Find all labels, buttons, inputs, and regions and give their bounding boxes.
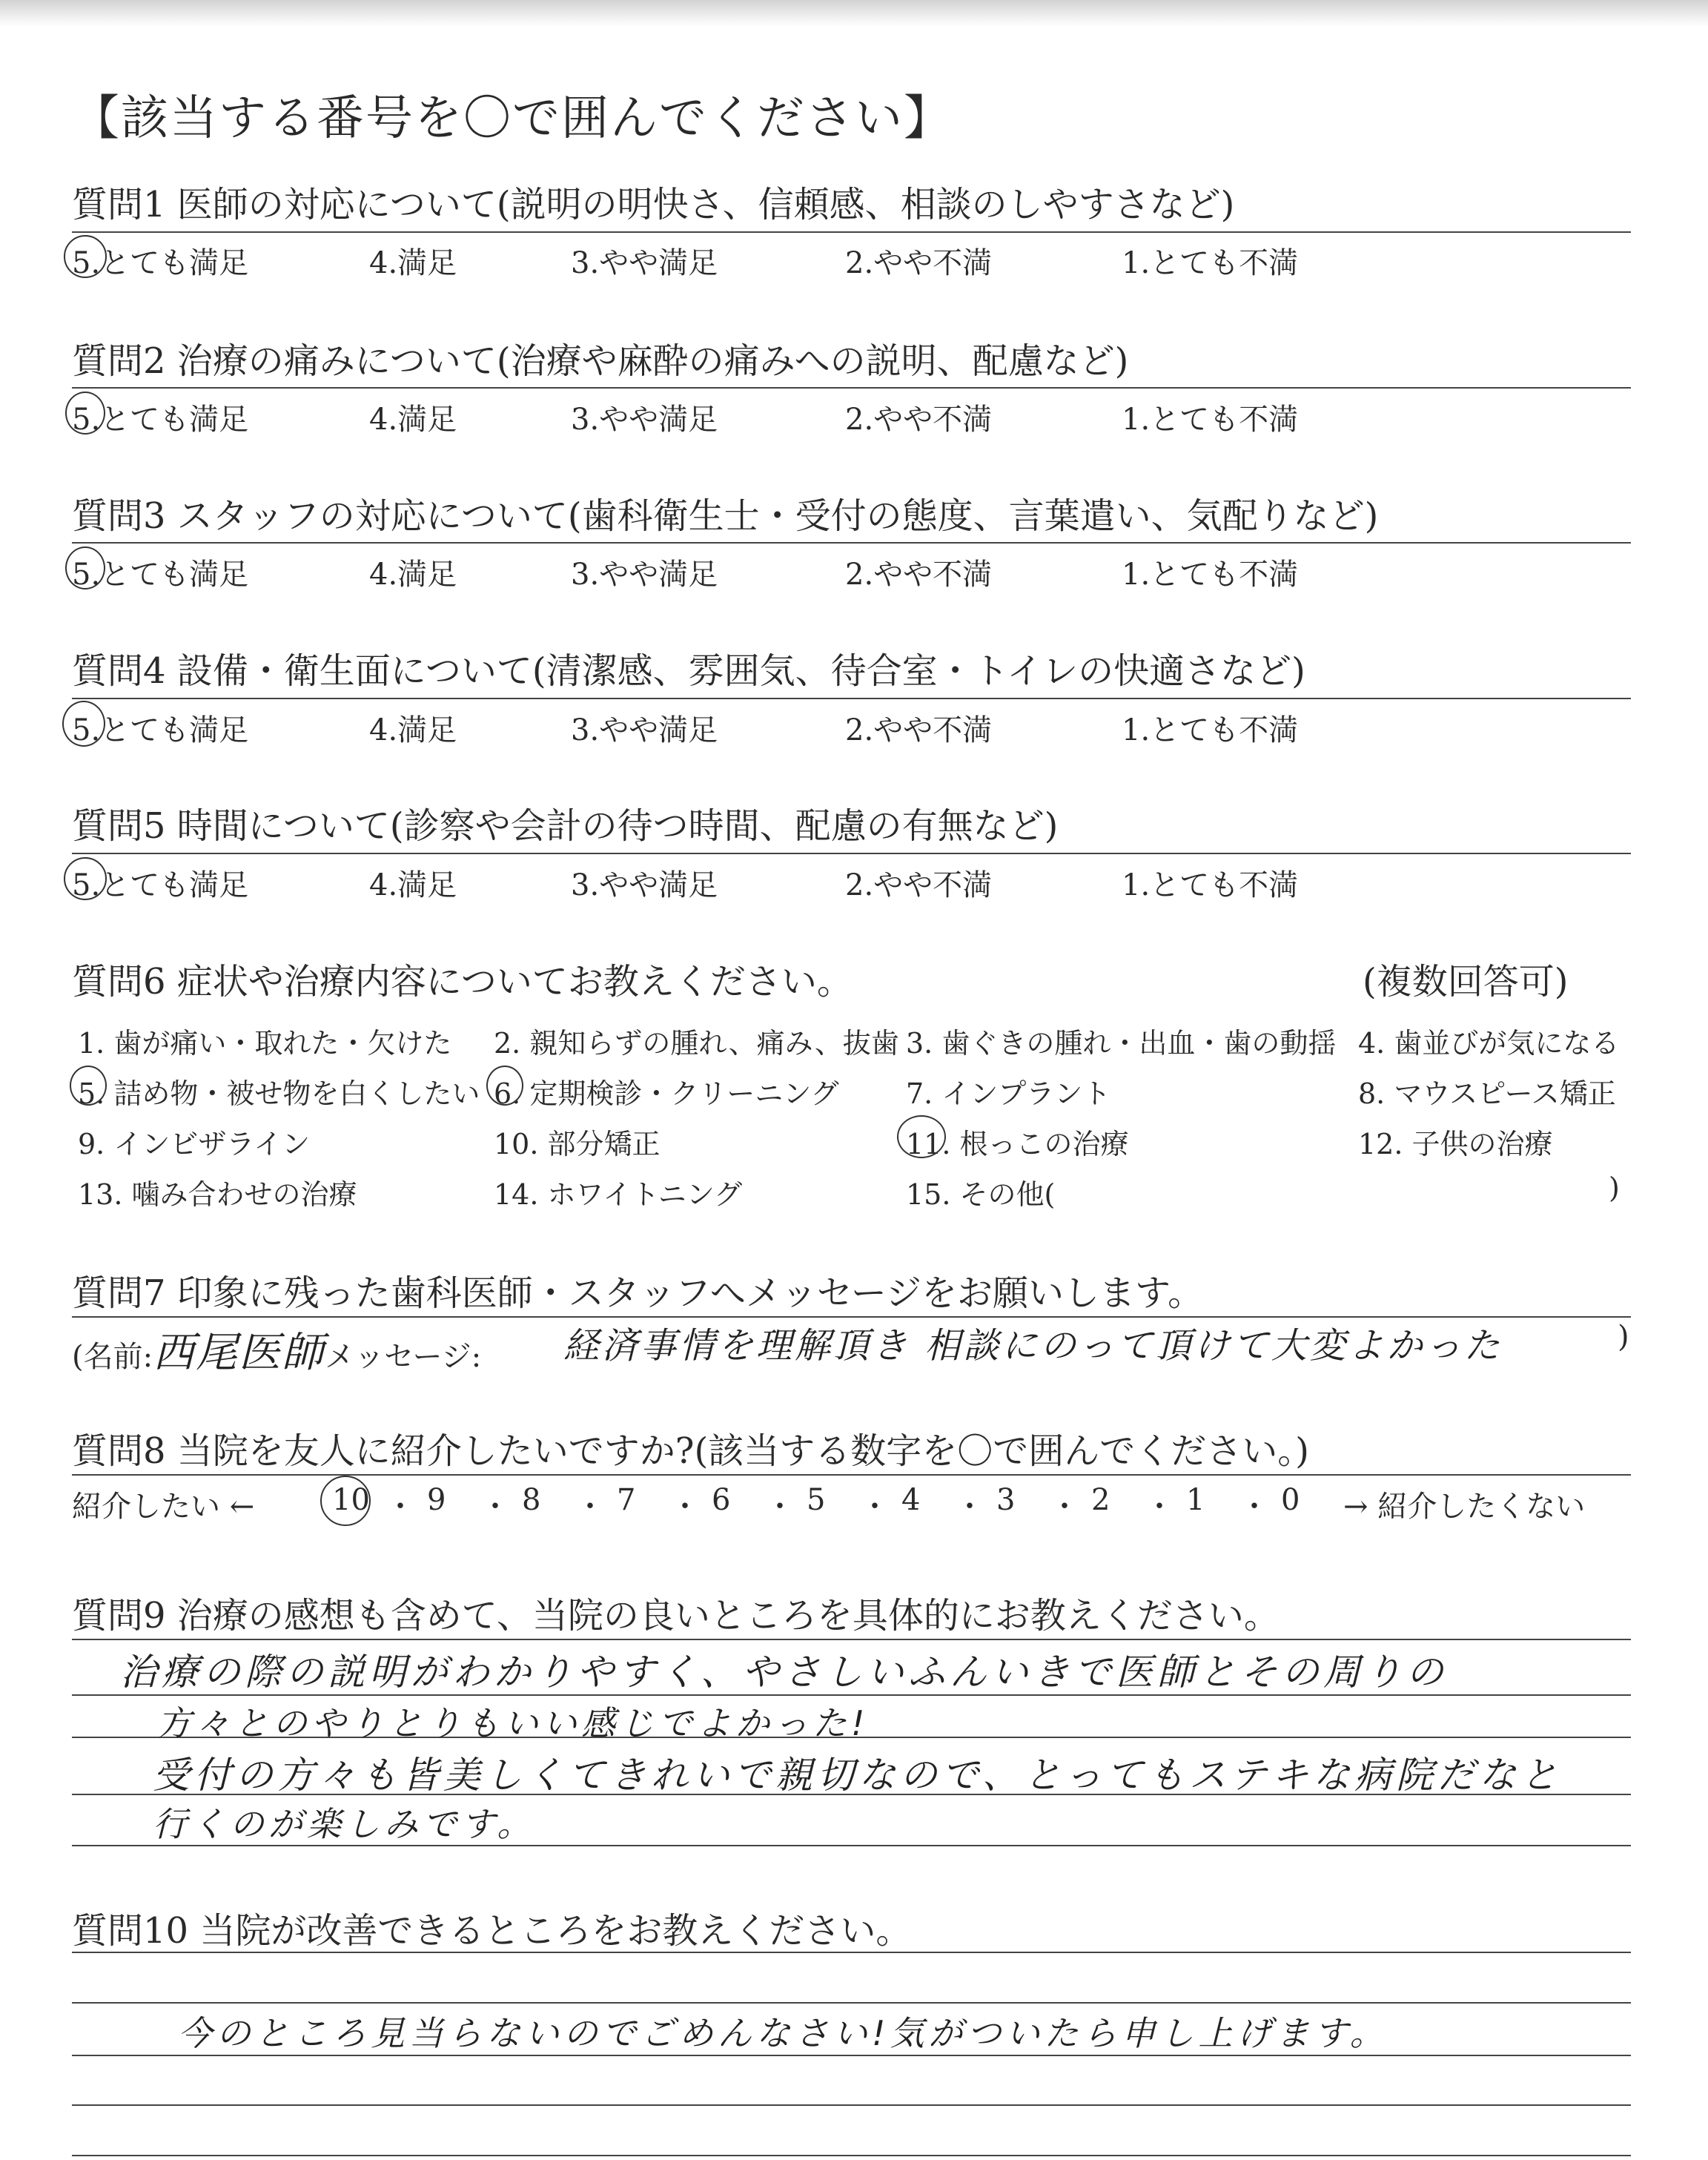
scale-value[interactable]: 1 [1186,1483,1205,1517]
option-2[interactable]: 2.やや不満 [845,246,993,280]
handwritten-name: 西尾医師 [153,1329,325,1377]
question-title: 質問1 医師の対応について(説明の明快さ、信頼感、相談のしやすさなど) [72,184,1235,225]
message-label: メッセージ: [325,1340,482,1374]
symptom-option[interactable]: 7. インプラント [906,1077,1111,1110]
divider [72,542,1631,544]
question-title: 質問9 治療の感想も含めて、当院の良いところを具体的にお教えください。 [72,1595,1280,1636]
option-5[interactable]: 5.とても満足 [72,246,249,280]
scale-value[interactable]: 6 [712,1483,731,1517]
scale-value[interactable]: 9 [427,1483,446,1517]
selection-circle [65,392,105,435]
symptom-option[interactable]: 1. 歯が痛い・取れた・欠けた [78,1027,452,1060]
symptom-option[interactable]: 13. 噛み合わせの治療 [78,1178,357,1211]
scale-value[interactable]: 4 [901,1483,921,1517]
selection-circle [486,1066,523,1106]
scale-value[interactable]: 7 [617,1483,636,1517]
handwritten-message: 経済事情を理解頂き 相談にのって頂けて大変よかった [563,1325,1503,1367]
symptom-option[interactable]: 12. 子供の治療 [1358,1128,1553,1160]
scale-value[interactable]: 8 [522,1483,541,1517]
divider [72,1474,1631,1476]
question-title: 質問2 治療の痛みについて(治療や麻酔の痛みへの説明、配慮など) [72,340,1129,382]
symptom-option[interactable]: 3. 歯ぐきの腫れ・出血・歯の動揺 [906,1027,1337,1060]
other-close-paren: ) [1609,1172,1620,1204]
handwritten-answer-line: 受付の方々も皆美しくてきれいで親切なので、とってもステキな病院だなと [153,1754,1562,1797]
option-3[interactable]: 3.やや満足 [571,246,718,280]
scale-value[interactable]: 10 [332,1483,370,1517]
divider [72,853,1631,854]
option-4[interactable]: 4.満足 [369,403,457,437]
option-1[interactable]: 1.とても不満 [1122,558,1299,592]
selection-circle [64,235,107,278]
option-4[interactable]: 4.満足 [369,868,457,902]
option-4[interactable]: 4.満足 [369,558,457,592]
option-1[interactable]: 1.とても不満 [1122,868,1299,902]
option-5[interactable]: 5.とても満足 [72,868,249,902]
symptom-option[interactable]: 10. 部分矯正 [494,1128,661,1160]
multiple-answers-note: (複数回答可) [1363,961,1569,1003]
scale-separator: ・ [765,1490,795,1524]
symptom-option[interactable]: 5. 詰め物・被せ物を白くしたい [78,1077,480,1110]
divider [72,387,1631,389]
selection-circle [64,857,107,900]
handwritten-answer-line: 治療の際の説明がわかりやすく、やさしいふんいきで医師とその周りの [120,1651,1448,1694]
symptom-option[interactable]: 4. 歯並びが気になる [1358,1027,1620,1060]
option-3[interactable]: 3.やや満足 [571,713,718,747]
selection-circle [897,1115,946,1158]
scale-separator: ・ [1145,1490,1174,1524]
option-4[interactable]: 4.満足 [369,246,457,280]
recommend-right-label: → 紹介したくない [1343,1490,1586,1524]
divider [72,1639,1631,1640]
handwritten-answer-line: 今のところ見当らないのでごめんなさい!気がついたら申し上げます。 [178,2013,1388,2053]
option-1[interactable]: 1.とても不満 [1122,713,1299,747]
scale-value[interactable]: 3 [996,1483,1016,1517]
scale-value[interactable]: 5 [807,1483,826,1517]
option-1[interactable]: 1.とても不満 [1122,403,1299,437]
question-title: 質問8 当院を友人に紹介したいですか?(該当する数字を〇で囲んでください。) [72,1430,1309,1472]
option-4[interactable]: 4.満足 [369,713,457,747]
question-title: 質問4 設備・衛生面について(清潔感、雰囲気、待合室・トイレの快適さなど) [72,650,1305,692]
option-2[interactable]: 2.やや不満 [845,868,993,902]
scale-separator: ・ [575,1490,605,1524]
symptom-option[interactable]: 15. その他( [906,1178,1056,1211]
scale-separator: ・ [670,1490,700,1524]
option-5[interactable]: 5.とても満足 [72,713,249,747]
scale-separator: ・ [1050,1490,1079,1524]
scale-separator: ・ [480,1490,510,1524]
symptom-option[interactable]: 6. 定期検診・クリーニング [494,1077,839,1110]
answer-line [72,2002,1631,2004]
question-title: 質問5 時間について(診察や会計の待つ時間、配慮の有無など) [72,805,1059,847]
answer-line [72,2104,1631,2106]
answer-line [72,2155,1631,2156]
selection-circle [70,1066,107,1106]
scan-top-edge [0,0,1708,27]
symptom-option[interactable]: 8. マウスピース矯正 [1358,1077,1616,1110]
selection-circle [62,701,105,747]
option-2[interactable]: 2.やや不満 [845,713,993,747]
question-title: 質問3 スタッフの対応について(歯科衛生士・受付の態度、言葉遣い、気配りなど) [72,495,1379,537]
option-5[interactable]: 5.とても満足 [72,558,249,592]
option-1[interactable]: 1.とても不満 [1122,246,1299,280]
recommend-left-label: 紹介したい ← [72,1490,255,1524]
option-2[interactable]: 2.やや不満 [845,558,993,592]
scale-separator: ・ [860,1490,890,1524]
scale-separator: ・ [1239,1490,1269,1524]
scale-value[interactable]: 0 [1281,1483,1300,1517]
option-5[interactable]: 5.とても満足 [72,403,249,437]
question-title: 質問10 当院が改善できるところをお教えください。 [72,1910,912,1952]
symptom-option[interactable]: 9. インビザライン [78,1128,311,1160]
option-3[interactable]: 3.やや満足 [571,868,718,902]
question-title: 質問6 症状や治療内容についてお教えください。 [72,961,853,1003]
handwritten-answer-line: 方々とのやりとりもいい感じでよかった! [157,1703,870,1743]
name-label: (名前: [72,1340,153,1374]
page-heading: 【該当する番号を〇で囲んでください】 [72,91,953,146]
message-line[interactable] [72,1320,481,1379]
scale-separator: ・ [385,1490,415,1524]
option-3[interactable]: 3.やや満足 [571,558,718,592]
option-3[interactable]: 3.やや満足 [571,403,718,437]
divider [72,231,1631,233]
divider [72,1952,1631,1953]
option-2[interactable]: 2.やや不満 [845,403,993,437]
divider [72,698,1631,699]
symptom-option[interactable]: 14. ホワイトニング [494,1178,743,1211]
scale-separator: ・ [955,1490,984,1524]
question-title: 質問7 印象に残った歯科医師・スタッフへメッセージをお願いします。 [72,1272,1204,1314]
symptom-option[interactable]: 11. 根っこの治療 [906,1128,1129,1160]
selection-circle [65,546,105,589]
scale-value[interactable]: 2 [1091,1483,1110,1517]
handwritten-answer-line: 行くのが楽しみです。 [153,1804,536,1844]
close-paren: ) [1618,1320,1629,1354]
symptom-option[interactable]: 2. 親知らずの腫れ、痛み、抜歯 [494,1027,899,1060]
